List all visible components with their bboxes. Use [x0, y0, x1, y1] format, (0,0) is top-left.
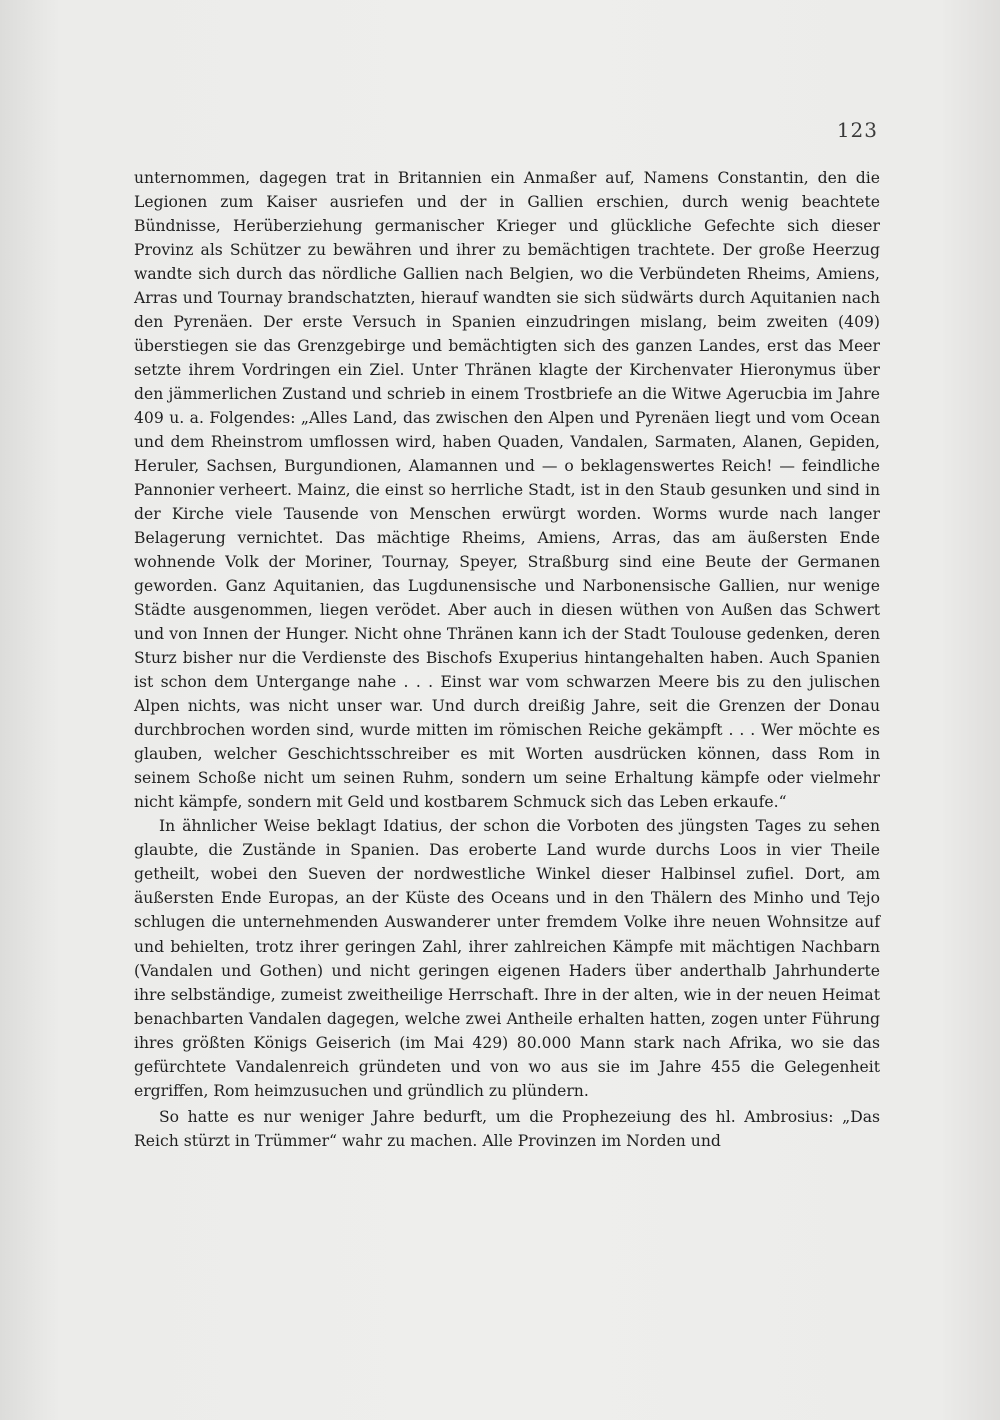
paragraph-3: So hatte es nur weniger Jahre bedurft, um die Prophezeiung des hl. Ambrosius: „Das Reich stürzt in Trümmer“ wahr zu machen. Alle Provinzen im Norden und — [134, 1107, 880, 1150]
body-text — [134, 166, 880, 1153]
paragraph-2: In ähnlicher Weise beklagt Idatius, der schon die Vorboten des jüngsten Tages zu sehen glaubte, die Zustände in Spanien. Das eroberte Land wurde durchs Loos in vier Theile getheilt, wobei den Sueven der nordwestliche Winkel dieser Halbinsel zufiel. Dort, am äußersten Ende Europas, an der Küste des Oceans und in den Thälern des Minho und Tejo schlugen die unternehmenden Auswanderer unter fremdem Volke ihre neuen Wohnsitze auf und behielten, trotz ihrer geringen Zahl, ihrer zahlreichen Kämpfe mit mächtigen Nachbarn (Vandalen und Gothen) und nicht geringen eigenen Haders über anderthalb Jahrhunderte ihre selbständige, zumeist zweitheilige Herrschaft. Ihre in der alten, wie in der neuen Heimat benachbarten Vandalen dagegen, welche zwei Antheile erhalten hatten, zogen unter Führung ihres größten Königs Geiserich (im Mai 429) 80.000 Mann stark nach Afrika, wo sie das gefürchtete Vandalenreich gründeten und von wo aus sie im Jahre 455 die Gelegenheit ergriffen, Rom heimzusuchen und gründlich zu plündern. — [134, 817, 880, 1100]
paragraph-1: unternommen, dagegen trat in Britannien ein Anmaßer auf, Namens Constantin, den die Legionen zum Kaiser ausriefen und der in Gallien erschien, durch wenig beachtete Bündnisse, Herüberziehung germanischer Krieger und glückliche Gefechte sich dieser Provinz als Schützer zu bewähren und ihrer zu bemächtigen trachtete. Der große Heerzug wandte sich durch das nördliche Gallien nach Belgien, wo die Verbündeten Rheims, Amiens, Arras und Tournay brandschatzten, hierauf wandten sie sich südwärts durch Aquitanien nach den Pyrenäen. Der erste Versuch in Spanien einzudringen mislang, beim zweiten (409) überstiegen sie das Grenzgebirge und bemächtigten sich des ganzen Landes, erst das Meer setzte ihrem Vordringen ein Ziel. Unter Thränen klagte der Kirchenvater Hieronymus über den jämmerlichen Zustand und schrieb in einem Trostbriefe an die Witwe Agerucbia im Jahre 409 u. a. Folgendes: „Alles Land, das zwischen den Alpen und Pyrenäen liegt und vom Ocean und dem Rheinstrom umflossen wird, haben Quaden, Vandalen, Sarmaten, Alanen, Gepiden, Heruler, Sachsen, Burgundionen, Alamannen und — o beklagenswertes Reich! — feindliche Pannonier verheert. Mainz, die einst so herrliche Stadt, ist in den Staub gesunken und sind in der Kirche viele Tausende von Menschen erwürgt worden. Worms wurde nach langer Belagerung vernichtet. Das mächtige Rheims, Amiens, Arras, das am äußersten Ende wohnende Volk der Moriner, Tournay, Speyer, Straßburg sind eine Beute der Germanen geworden. Ganz Aquitanien, das Lugdunensische und Narbonensische Gallien, nur wenige Städte ausgenommen, liegen verödet. Aber auch in diesen wüthen von Außen das Schwert und von Innen der Hunger. Nicht ohne Thränen kann ich der Stadt Toulouse gedenken, deren Sturz bisher nur die Verdienste des Bischofs Exuperius hintangehalten haben. Auch Spanien ist schon dem Untergange nahe . . . Einst war vom schwarzen Meere bis zu den julischen Alpen nichts, was nicht unser war. Und durch dreißig Jahre, seit die Grenzen der Donau durchbrochen worden sind, wurde mitten im römischen Reiche gekämpft . . . Wer möchte es glauben, welcher Geschichtsschreiber es mit Worten ausdrücken können, dass Rom in seinem Schoße nicht um seinen Ruhm, sondern um seine Erhaltung kämpfe oder vielmehr nicht kämpfe, sondern mit Geld und kostbarem Schmuck sich das Leben erkaufe.“ — [134, 169, 880, 812]
page-number: 123 — [836, 118, 878, 142]
